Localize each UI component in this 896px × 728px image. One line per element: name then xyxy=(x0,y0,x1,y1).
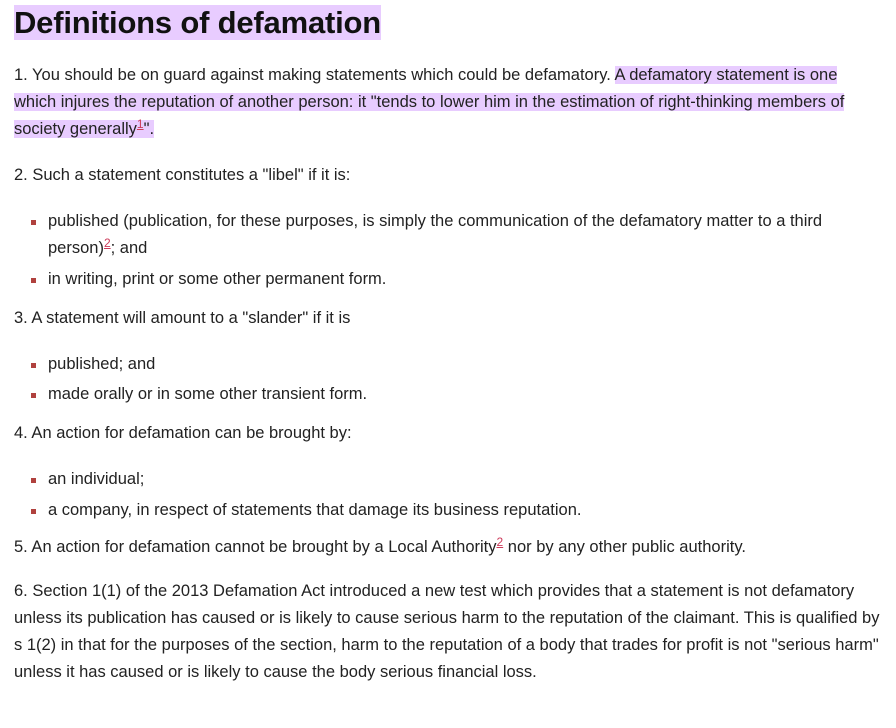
paragraph-5-text: 5. An action for defamation cannot be brought by a Local Authority xyxy=(14,538,497,556)
list-item xyxy=(48,266,882,293)
paragraph-4: 4. An action for defamation can be brought by: xyxy=(14,424,352,442)
page-title-text: Definitions of defamation xyxy=(14,5,382,40)
paragraph-5 xyxy=(14,534,882,561)
claimant-list xyxy=(14,466,882,524)
list-item-suffix: ; and xyxy=(110,239,148,257)
list-item xyxy=(48,381,882,408)
list-item-text: a company, in respect of statements that damage its business reputation. xyxy=(48,501,582,519)
list-item-text: published (publication, for these purposes, is simply the communication of the defamatory matter to a third person) xyxy=(48,212,823,257)
list-item xyxy=(48,466,882,493)
footnote-ref-2[interactable]: 2 xyxy=(496,535,504,549)
bullet-icon xyxy=(31,220,36,225)
list-item-text: an individual; xyxy=(48,470,145,488)
paragraph-1-close: ". xyxy=(143,120,155,138)
bullet-icon xyxy=(31,363,36,368)
list-item-text: made orally or in some other transient form. xyxy=(48,385,368,403)
paragraph-2: 2. Such a statement constitutes a "libel" if it is: xyxy=(14,166,351,184)
slander-criteria-list xyxy=(14,351,882,408)
bullet-icon xyxy=(31,509,36,514)
list-item xyxy=(48,351,882,378)
paragraph-1-intro: 1. You should be on guard against making statements which could be defamatory. xyxy=(14,66,615,84)
list-item-text: in writing, print or some other permanent form. xyxy=(48,270,387,288)
footnote-ref-2[interactable]: 2 xyxy=(103,236,111,250)
bullet-icon xyxy=(31,478,36,483)
libel-criteria-list xyxy=(14,208,882,293)
list-item-text: published; and xyxy=(48,355,156,373)
list-item xyxy=(48,497,882,524)
bullet-icon xyxy=(31,393,36,398)
list-item xyxy=(48,208,882,262)
page-title xyxy=(14,4,882,42)
paragraph-3: 3. A statement will amount to a "slander" if it is xyxy=(14,309,351,327)
paragraph-5-suffix: nor by any other public authority. xyxy=(503,538,746,556)
paragraph-1-highlight-text: A defamatory statement is one which injures the reputation of another person: it "tends to lower him in the estimation of right-thinking members of society generally xyxy=(14,66,845,138)
bullet-icon xyxy=(31,278,36,283)
paragraph-6: 6. Section 1(1) of the 2013 Defamation Act introduced a new test which provides that a statement is not defamatory unless its publication has caused or is likely to cause serious harm to the reputation of the claimant. This is qualified by s 1(2) in that for the purposes of the section, harm to the reputation of a body that trades for profit is not "serious harm" unless it has caused or is likely to cause the body serious financial loss. xyxy=(14,582,880,681)
footnote-ref-1[interactable]: 1 xyxy=(136,117,144,131)
paragraph-1 xyxy=(14,62,882,143)
